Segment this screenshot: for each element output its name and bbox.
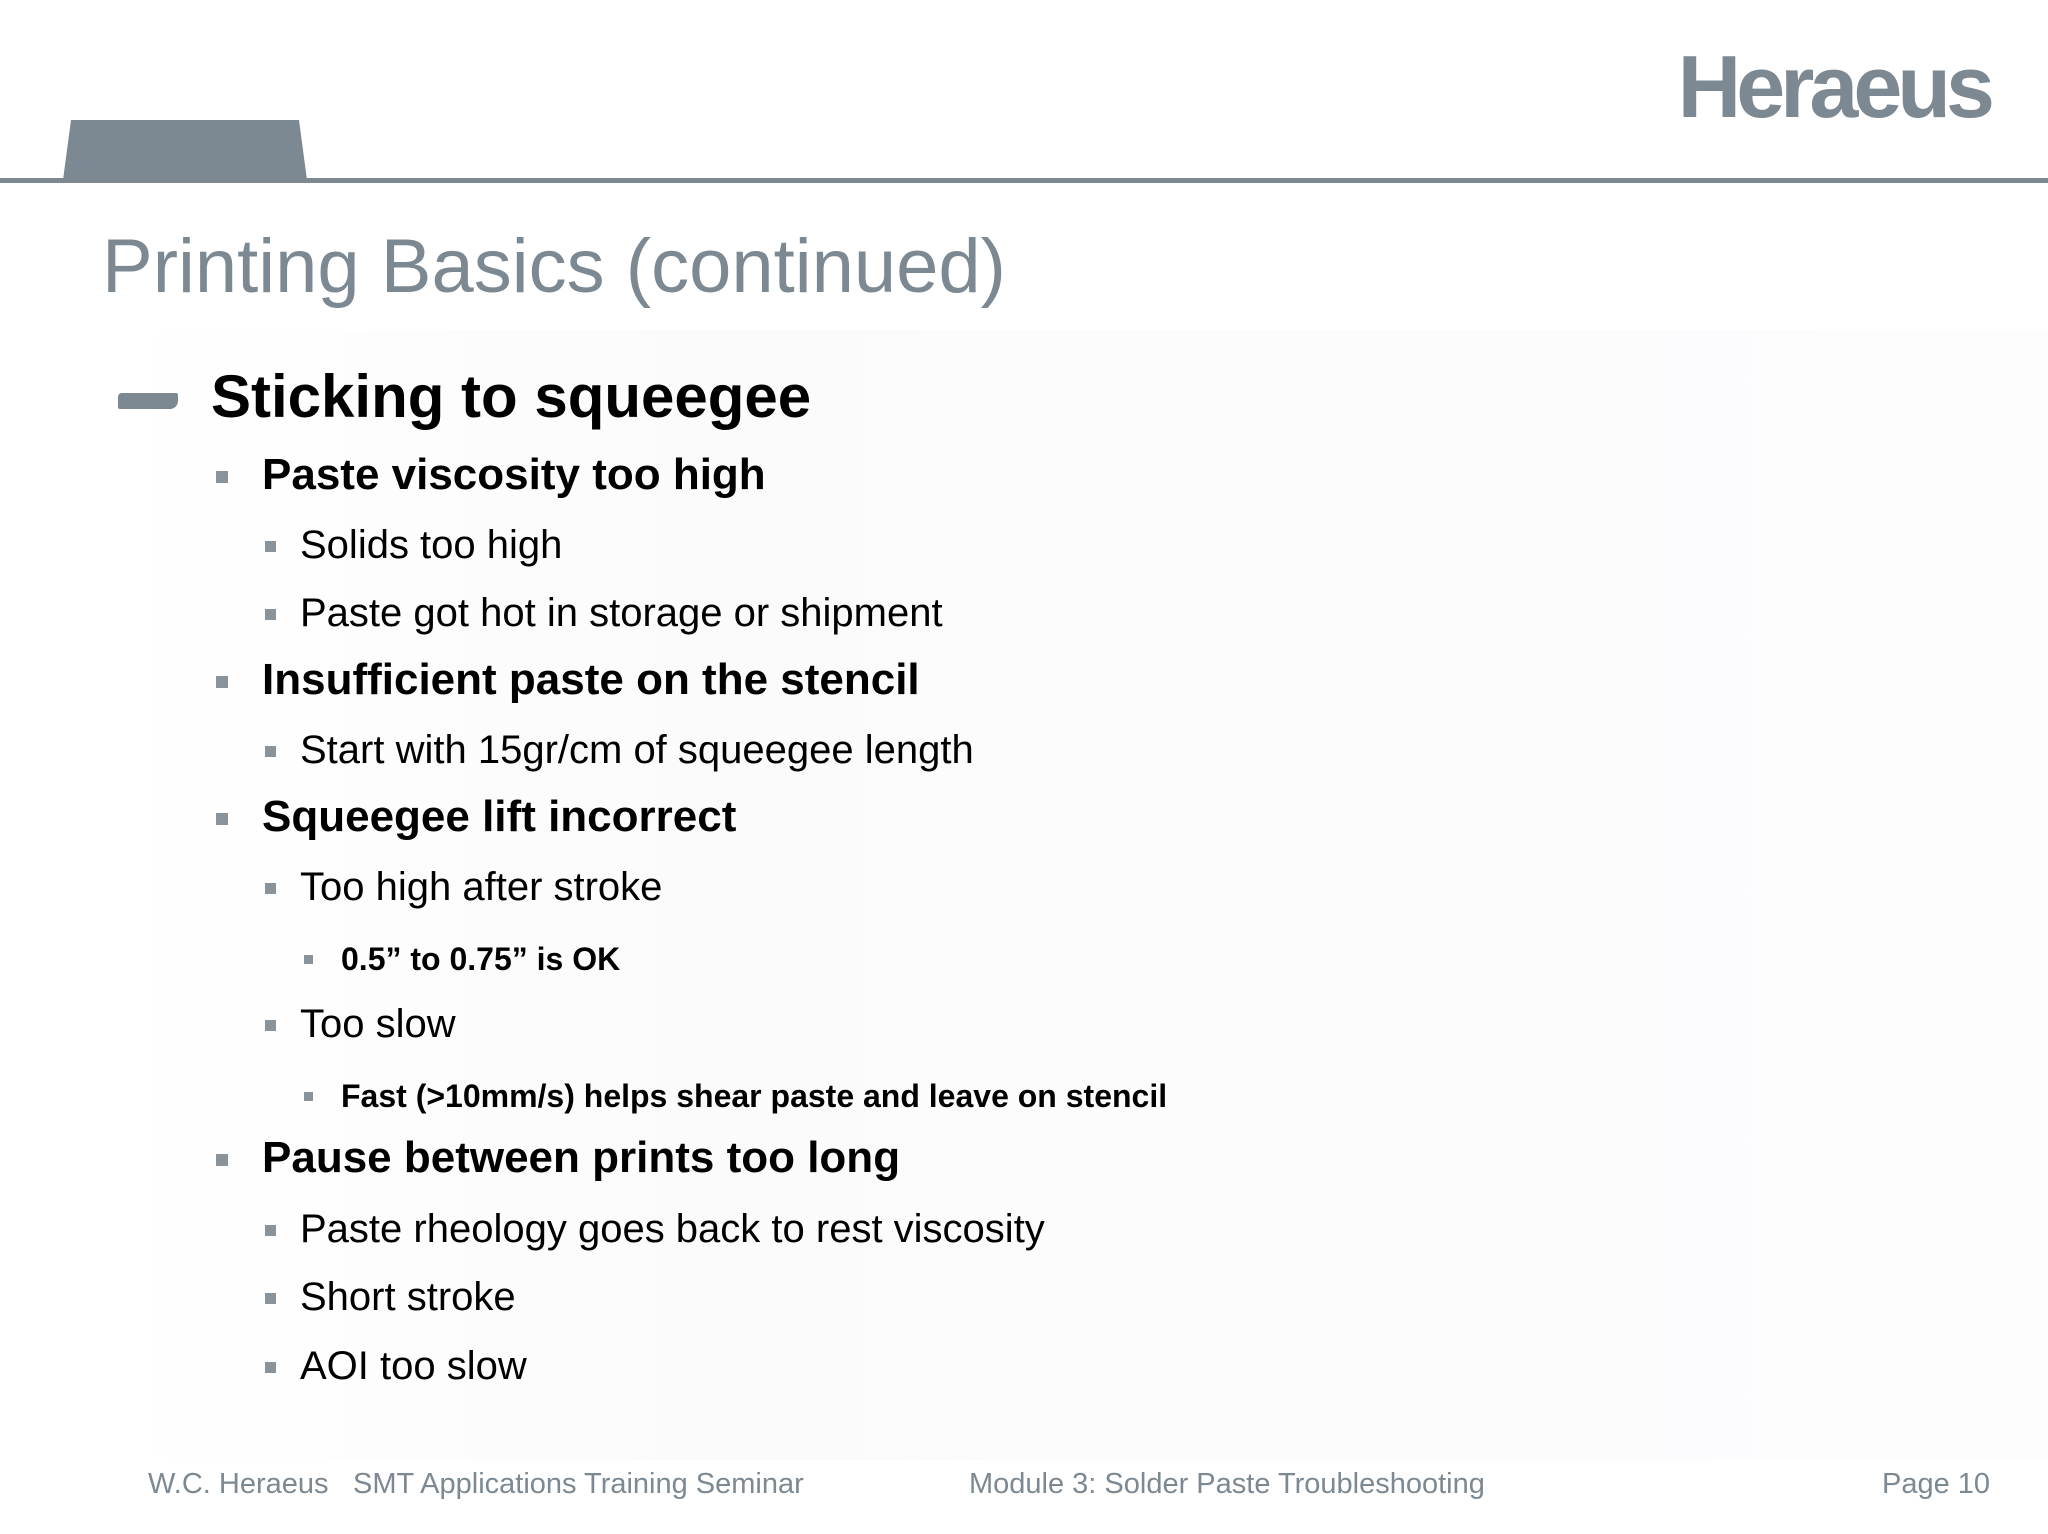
- square-bullet-icon: [265, 1225, 276, 1236]
- footer-module: Module 3: Solder Paste Troubleshooting: [969, 1468, 1485, 1500]
- bullet-item: Short stroke: [300, 1275, 516, 1319]
- bullet-item: Too high after stroke: [300, 865, 663, 909]
- bullet-item: Paste got hot in storage or shipment: [300, 591, 943, 635]
- bullet-item: AOI too slow: [300, 1344, 527, 1388]
- footer-seminar: SMT Applications Training Seminar: [353, 1468, 804, 1500]
- square-bullet-icon: [216, 1154, 228, 1166]
- bullet-item: Paste viscosity too high: [262, 450, 766, 499]
- square-bullet-icon: [265, 609, 276, 620]
- bullet-item: Fast (>10mm/s) helps shear paste and leave on stencil: [341, 1078, 1168, 1114]
- header-divider: [0, 178, 2048, 183]
- square-bullet-icon: [304, 1092, 313, 1101]
- bullet-item: 0.5” to 0.75” is OK: [341, 941, 621, 977]
- header-tab: [63, 120, 307, 180]
- square-bullet-icon: [265, 883, 276, 894]
- square-bullet-icon: [216, 813, 228, 825]
- bullet-item: Too slow: [300, 1002, 456, 1046]
- bullet-item: Start with 15gr/cm of squeegee length: [300, 728, 974, 772]
- square-bullet-icon: [216, 471, 228, 483]
- square-bullet-icon: [304, 955, 313, 964]
- bullet-item: Squeegee lift incorrect: [262, 792, 737, 841]
- footer-company: W.C. Heraeus: [148, 1468, 329, 1500]
- square-bullet-icon: [216, 676, 228, 688]
- square-bullet-icon: [265, 1293, 276, 1304]
- heraeus-logo: Heraeus: [1677, 37, 1990, 136]
- square-bullet-icon: [265, 541, 276, 552]
- bullet-item: Pause between prints too long: [262, 1133, 901, 1182]
- square-bullet-icon: [265, 1362, 276, 1373]
- main-bullet: Sticking to squeegee: [211, 363, 812, 430]
- square-bullet-icon: [265, 746, 276, 757]
- bullet-item: Solids too high: [300, 523, 563, 567]
- bullet-item: Paste rheology goes back to rest viscosity: [300, 1207, 1045, 1251]
- slide-title: Printing Basics (continued): [102, 224, 1006, 309]
- dash-bullet-icon: [118, 393, 178, 409]
- footer-page-number: Page 10: [1882, 1468, 1991, 1500]
- bullet-item: Insufficient paste on the stencil: [262, 655, 920, 704]
- square-bullet-icon: [265, 1020, 276, 1031]
